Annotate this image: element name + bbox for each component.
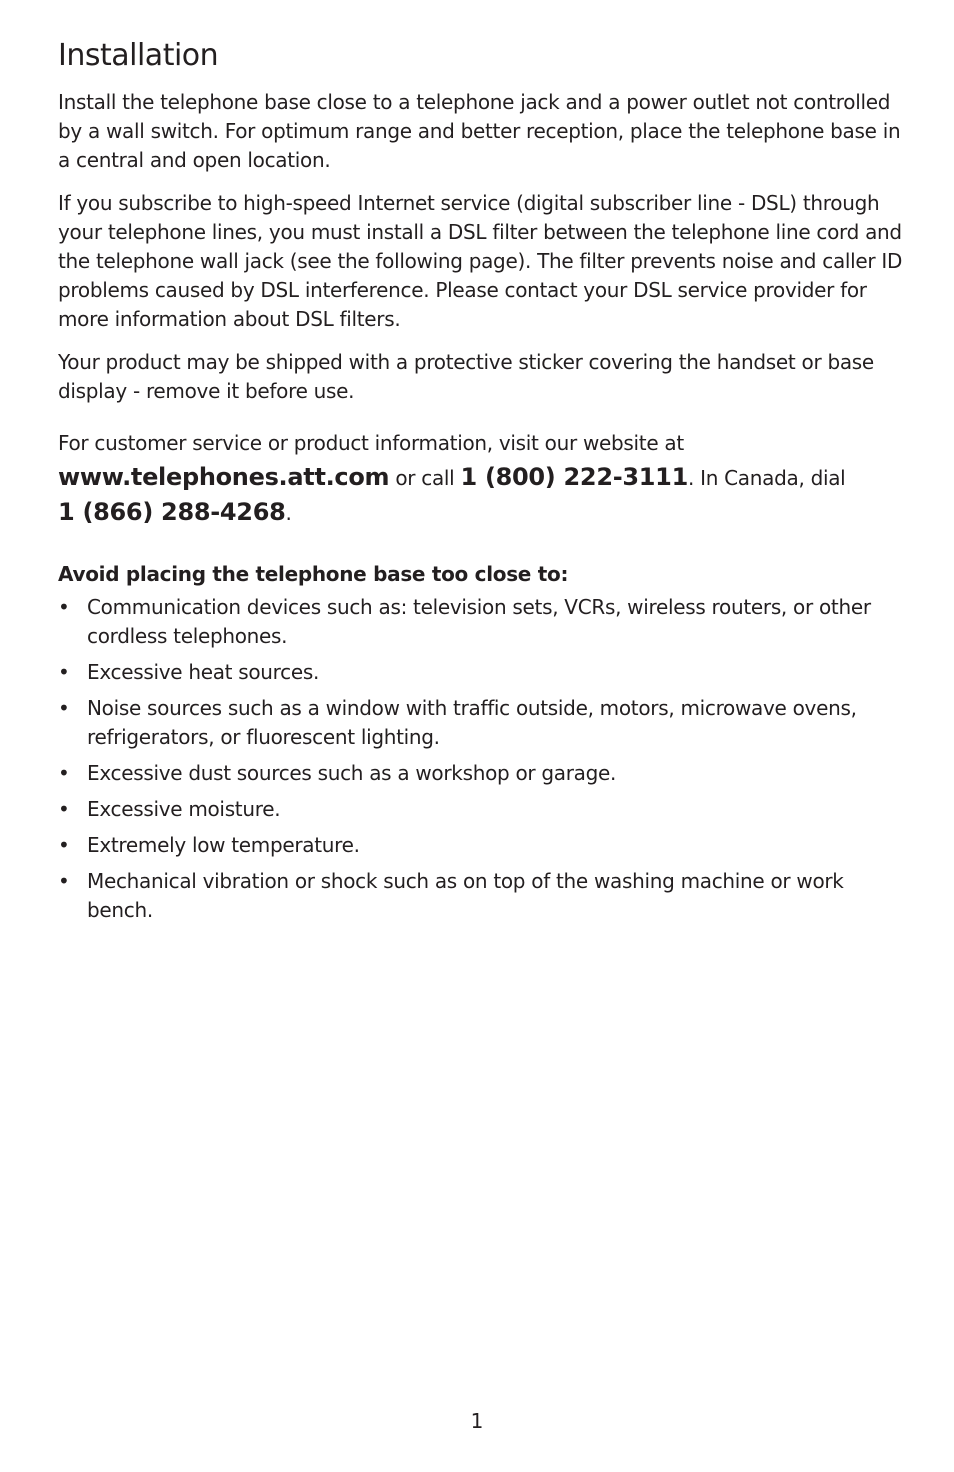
bullet-icon: • xyxy=(58,595,70,619)
customer-service-paragraph xyxy=(58,426,904,530)
list-item-text: Noise sources such as a window with traffic outside, motors, microwave ovens, refrigerators, or fluorescent lighting. xyxy=(87,696,857,749)
website-link[interactable]: www.telephones.att.com xyxy=(58,463,390,491)
list-item-text: Mechanical vibration or shock such as on top of the washing machine or work bench. xyxy=(87,869,844,922)
installation-paragraph-sticker: Your product may be shipped with a protective sticker covering the handset or base display - remove it before use. xyxy=(58,350,874,403)
bullet-icon: • xyxy=(58,833,70,857)
installation-paragraph-location: Install the telephone base close to a telephone jack and a power outlet not controlled by a wall switch. For optimum range and better reception, place the telephone base in a central and open location. xyxy=(58,90,901,172)
avoid-list xyxy=(58,593,904,925)
contact-end-period: . xyxy=(285,501,292,525)
bullet-icon: • xyxy=(58,696,70,720)
document-page xyxy=(58,36,904,932)
list-item xyxy=(58,795,904,824)
list-item xyxy=(58,658,904,687)
bullet-icon: • xyxy=(58,869,70,893)
list-item xyxy=(58,694,904,752)
bullet-icon: • xyxy=(58,660,70,684)
list-item xyxy=(58,867,904,925)
phone-number-us: 1 (800) 222-3111 xyxy=(460,463,688,491)
contact-canada-text: . In Canada, dial xyxy=(688,466,846,490)
contact-intro: For customer service or product information, visit our website at xyxy=(58,431,684,455)
avoid-list-heading: Avoid placing the telephone base too close to: xyxy=(58,562,569,586)
list-item xyxy=(58,593,904,651)
list-item-text: Excessive dust sources such as a workshop or garage. xyxy=(87,761,617,785)
list-item xyxy=(58,831,904,860)
list-item-text: Communication devices such as: television sets, VCRs, wireless routers, or other cordless telephones. xyxy=(87,595,871,648)
list-item xyxy=(58,759,904,788)
list-item-text: Extremely low temperature. xyxy=(87,833,360,857)
page-title: Installation xyxy=(58,38,219,73)
contact-or-call: or call xyxy=(395,466,455,490)
list-item-text: Excessive heat sources. xyxy=(87,660,320,684)
list-item-text: Excessive moisture. xyxy=(87,797,281,821)
installation-paragraph-dsl: If you subscribe to high-speed Internet service (digital subscriber line - DSL) through your telephone lines, you must install a DSL filter between the telephone line cord and the telephone wall jack (see the following page). The filter prevents noise and caller ID problems caused by DSL interference. Please contact your DSL service provider for more information about DSL filters. xyxy=(58,191,903,331)
bullet-icon: • xyxy=(58,761,70,785)
bullet-icon: • xyxy=(58,797,70,821)
page-number: 1 xyxy=(470,1409,484,1433)
phone-number-canada: 1 (866) 288-4268 xyxy=(58,498,286,526)
